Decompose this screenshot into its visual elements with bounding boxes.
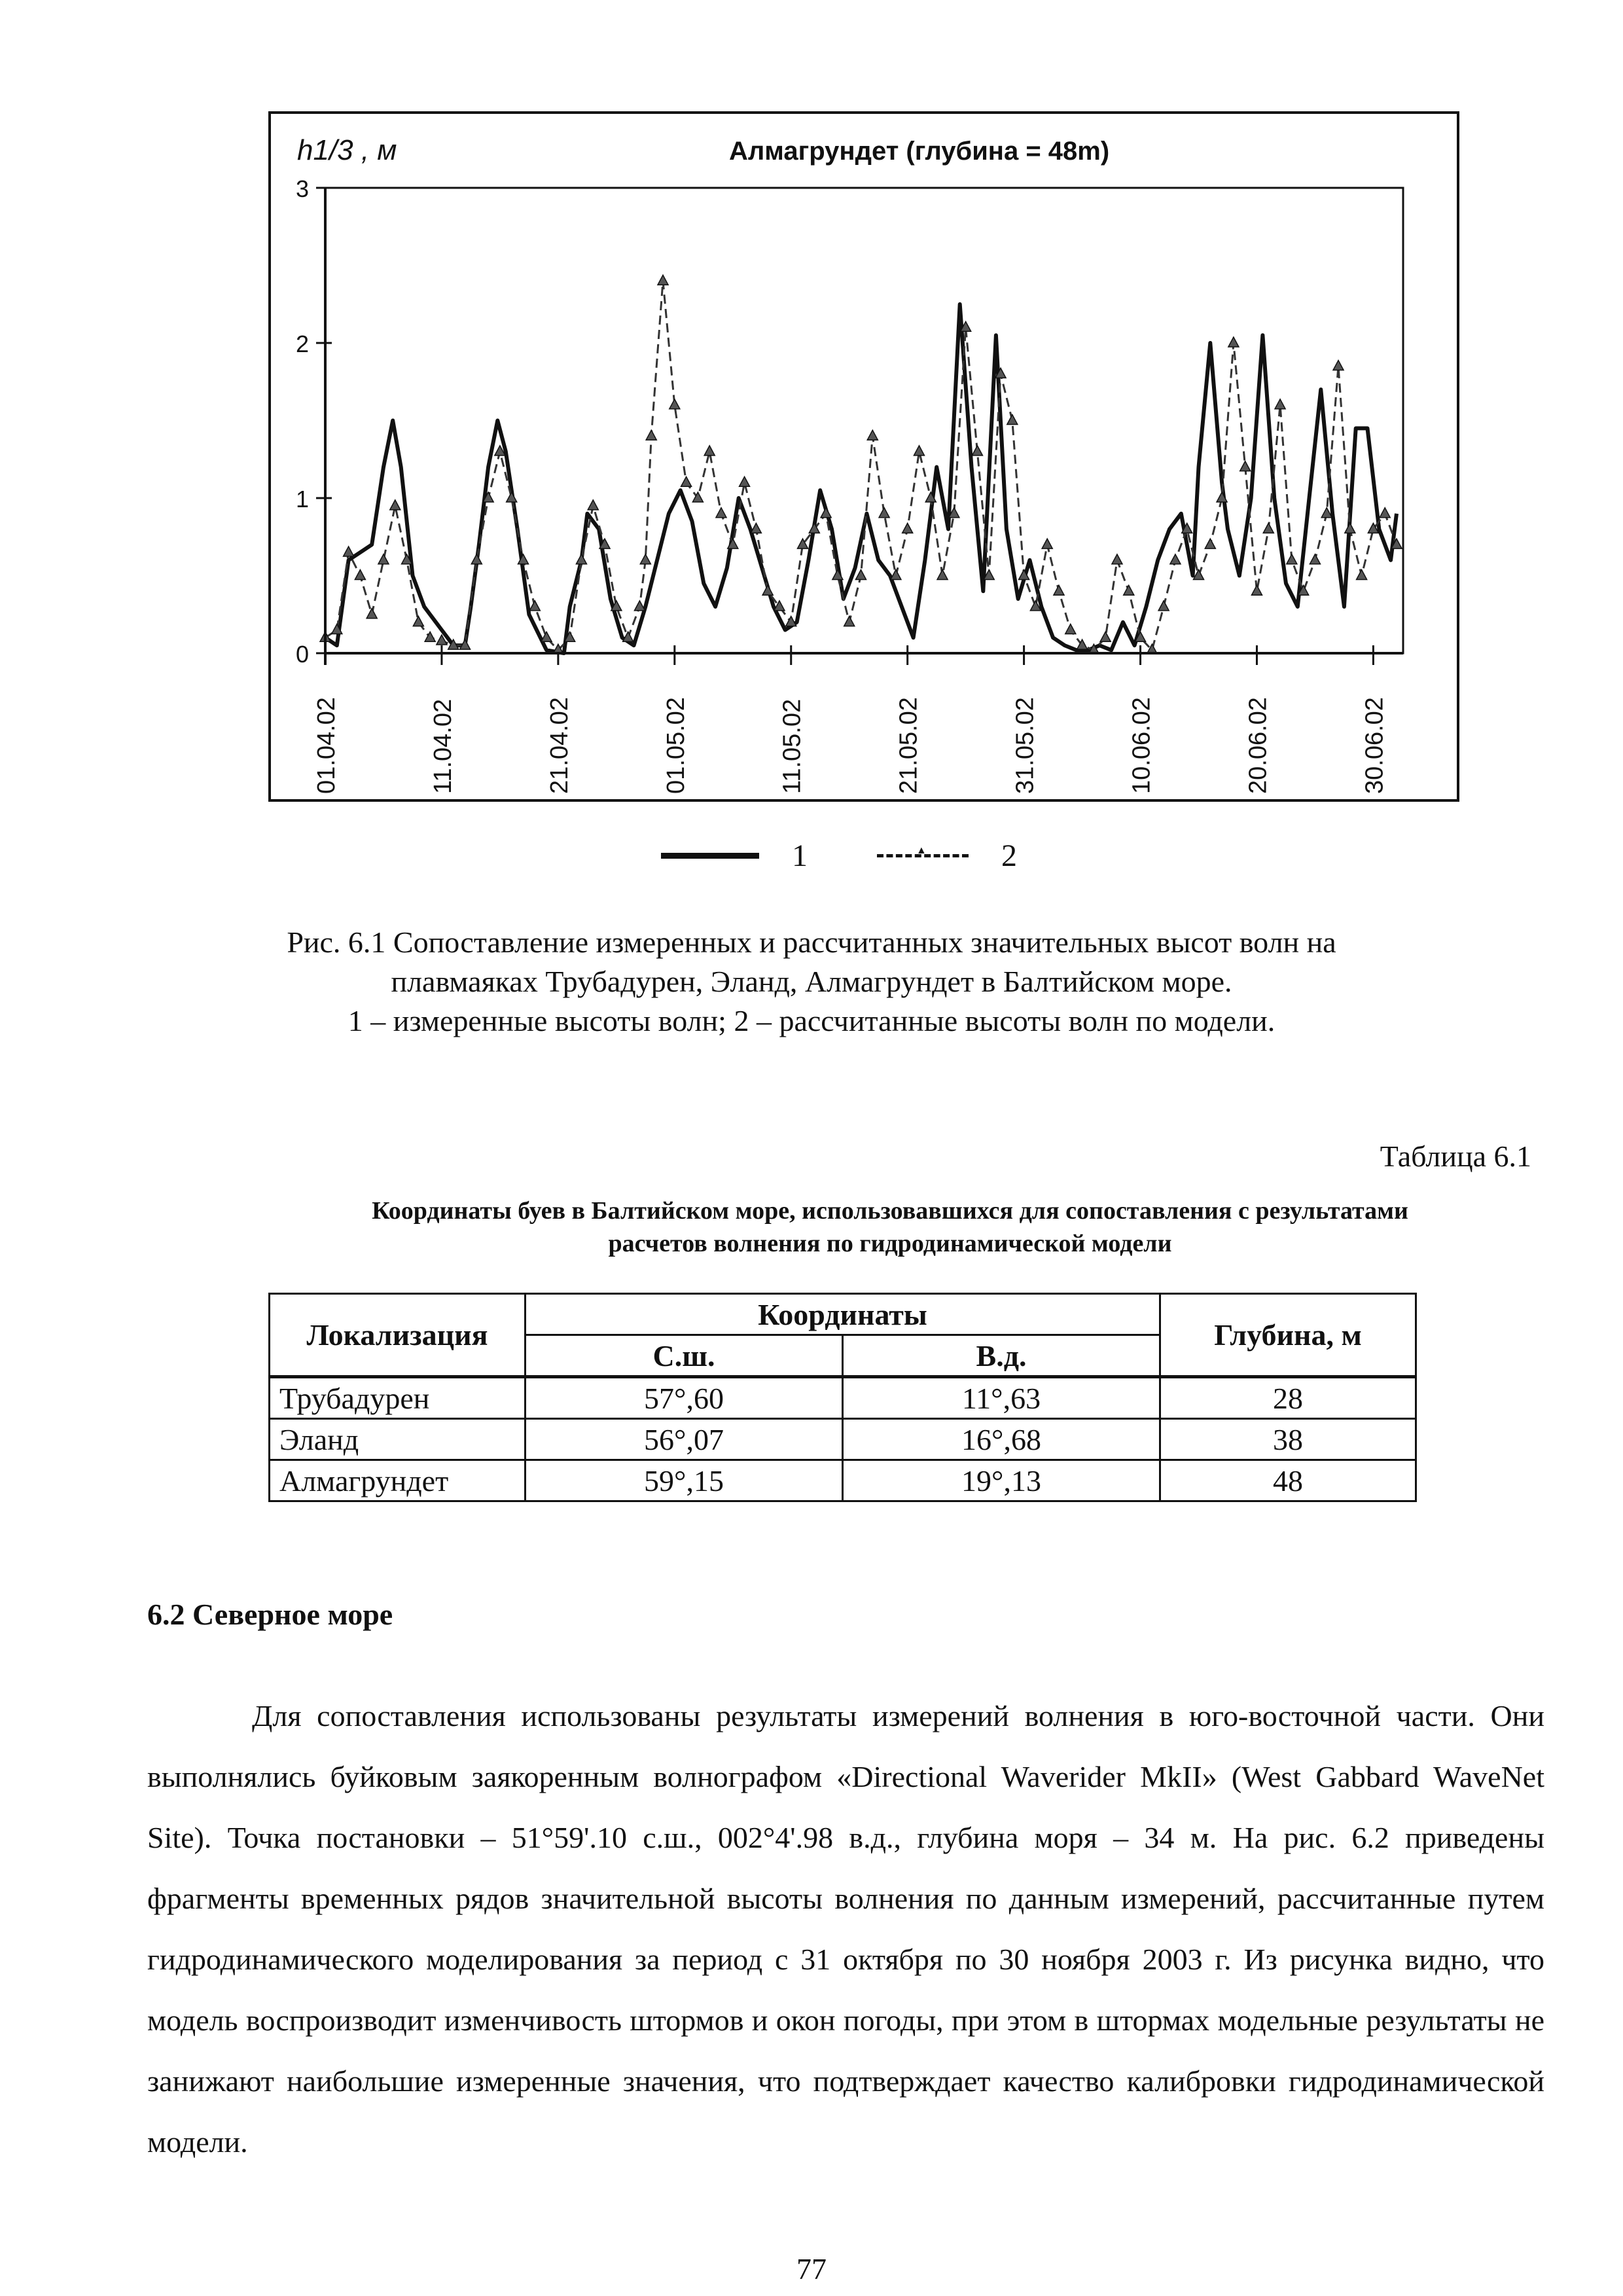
cell-lat: 56°,07 xyxy=(526,1419,843,1460)
cell-lat: 59°,15 xyxy=(526,1460,843,1501)
caption-line: Рис. 6.1 Сопоставление измеренных и рассчитанных значительных высот волн на xyxy=(287,925,1336,959)
cell-depth: 38 xyxy=(1160,1419,1416,1460)
y-axis-label: h1/3 , м xyxy=(297,134,397,166)
series-model-point xyxy=(1333,361,1344,370)
series-model-point xyxy=(937,570,948,580)
series-model-point xyxy=(1263,523,1274,533)
series-model-point xyxy=(762,585,773,595)
x-tick-label: 31.05.02 xyxy=(1011,697,1039,794)
cell-depth: 28 xyxy=(1160,1377,1416,1419)
series-model-point xyxy=(355,570,365,580)
legend-label: 2 xyxy=(1001,838,1017,873)
y-tick-label: 3 xyxy=(296,175,310,202)
series-model-point xyxy=(972,446,982,456)
series-model-point xyxy=(1065,624,1076,634)
series-model-point xyxy=(1345,523,1355,533)
table-title-line: Координаты буев в Балтийском море, использовавшихся для сопоставления с результатами xyxy=(372,1197,1408,1225)
header-location: Локализация xyxy=(270,1294,526,1377)
series-model-point xyxy=(1380,508,1390,518)
chart-legend xyxy=(661,838,1054,877)
series-model-point xyxy=(1275,399,1285,409)
series-model-point xyxy=(856,570,866,580)
series-model-point xyxy=(390,500,401,510)
cell-depth: 48 xyxy=(1160,1460,1416,1501)
series-model-point xyxy=(640,554,651,564)
series-model-point xyxy=(1205,539,1215,548)
series-model-point xyxy=(786,617,796,626)
caption-line: плавмаяках Трубадурен, Эланд, Алмагрундет в Балтийском море. xyxy=(391,965,1232,998)
series-model-point xyxy=(425,632,435,641)
series-model-point xyxy=(681,476,692,486)
legend-dashed-triangle-icon xyxy=(877,854,969,857)
table-number: Таблица 6.1 xyxy=(1380,1139,1531,1173)
cell-location: Алмагрундет xyxy=(270,1460,526,1501)
series-model-point xyxy=(1042,539,1052,548)
series-model-point xyxy=(1170,554,1181,564)
chart-title: Алмагрундет (глубина = 48m) xyxy=(729,137,1110,166)
y-tick-label: 2 xyxy=(296,331,310,357)
y-tick-label: 0 xyxy=(296,641,310,668)
table-row xyxy=(270,1460,1416,1501)
series-model-point xyxy=(844,617,855,626)
series-model-point xyxy=(891,570,901,580)
x-tick-label: 21.05.02 xyxy=(895,697,923,794)
series-model-point xyxy=(1054,585,1064,595)
series-model-point xyxy=(716,508,726,518)
table-title-line: расчетов волнения по гидродинамической модели xyxy=(608,1230,1172,1257)
series-model-point xyxy=(658,275,668,285)
legend-solid-line-icon xyxy=(661,853,759,859)
table-row xyxy=(270,1377,1416,1419)
series-model-line xyxy=(325,281,1397,650)
header-lon: В.д. xyxy=(843,1335,1160,1377)
series-model-point xyxy=(1240,461,1251,471)
x-tick-label: 01.05.02 xyxy=(662,697,690,794)
series-model-point xyxy=(576,554,586,564)
series-model-point xyxy=(646,430,656,440)
table-row xyxy=(270,1419,1416,1460)
series-model-point xyxy=(1357,570,1367,580)
series-model-point xyxy=(588,500,598,510)
series-model-point xyxy=(378,554,389,564)
x-tick-label: 11.05.02 xyxy=(778,698,806,794)
table-title xyxy=(249,1194,1531,1260)
series-model-point xyxy=(669,399,680,409)
series-model-point xyxy=(541,632,552,641)
series-model-point xyxy=(1228,337,1239,347)
series-model-point xyxy=(1251,585,1262,595)
series-model-point xyxy=(1287,554,1297,564)
legend-item-model xyxy=(877,838,1017,874)
header-depth: Глубина, м xyxy=(1160,1294,1416,1377)
cell-location: Эланд xyxy=(270,1419,526,1460)
cell-lon: 19°,13 xyxy=(843,1460,1160,1501)
legend-item-measured xyxy=(661,838,808,874)
series-measured-line xyxy=(325,304,1397,653)
series-model-point xyxy=(867,430,878,440)
series-model-point xyxy=(413,617,423,626)
series-model-point xyxy=(751,523,761,533)
series-model-point xyxy=(507,492,517,502)
buoy-coordinates-table xyxy=(268,1293,1417,1502)
x-tick-label: 20.06.02 xyxy=(1244,697,1272,794)
series-model-point xyxy=(740,476,750,486)
cell-lat: 57°,60 xyxy=(526,1377,843,1419)
caption-line: 1 – измеренные высоты волн; 2 – рассчитанные высоты волн по модели. xyxy=(348,1004,1275,1037)
legend-label: 1 xyxy=(792,838,808,873)
x-tick-label: 11.04.02 xyxy=(429,698,457,794)
cell-lon: 16°,68 xyxy=(843,1419,1160,1460)
series-model-point xyxy=(634,601,645,611)
figure-caption xyxy=(196,923,1427,1041)
series-model-point xyxy=(529,601,540,611)
series-model-point xyxy=(344,547,354,556)
series-model-point xyxy=(914,446,924,456)
series-model-point xyxy=(471,554,482,564)
series-model-point xyxy=(1112,554,1122,564)
x-tick-label: 30.06.02 xyxy=(1361,697,1389,794)
series-model-point xyxy=(1310,554,1320,564)
series-model-point xyxy=(902,523,913,533)
series-model-point xyxy=(366,609,377,619)
section-heading: 6.2 Северное море xyxy=(147,1598,393,1631)
header-lat: С.ш. xyxy=(526,1335,843,1377)
series-model-point xyxy=(1124,585,1134,595)
series-model-point xyxy=(1100,632,1111,641)
y-tick-label: 1 xyxy=(296,486,310,512)
x-tick-label: 01.04.02 xyxy=(313,697,340,794)
page-number: 77 xyxy=(796,2252,827,2286)
series-model-point xyxy=(821,508,831,518)
section-paragraph: Для сопоставления использованы результаты измерений волнения в юго-восточной части. Они выполнялись буйковым заякоренным волнографом «Directional Waverider MkII» (West Gabbard WaveNet Site). Точка постановки – 51°59'.10 с.ш., 002°4'.98 в.д., глубина моря – 34 м. На рис. 6.2 приведены фрагменты временных рядов значительной высоты волнения по данным измерений, рассчитанные путем гидродинамического моделирования за период с 31 октября по 30 ноября 2003 г. Из рисунка видно, что модель воспроизводит изменчивость штормов и окон погоды, при этом в штормах модельные результаты не занижают наибольшие измеренные значения, что подтверждает качество калибровки гидродинамической модели. xyxy=(147,1699,1544,2159)
series-model-point xyxy=(879,508,889,518)
x-tick-label: 21.04.02 xyxy=(545,697,573,794)
cell-lon: 11°,63 xyxy=(843,1377,1160,1419)
series-model-point xyxy=(623,632,633,641)
series-model-point xyxy=(1007,415,1018,425)
figure-6-1-frame xyxy=(268,111,1459,802)
x-tick-label: 10.06.02 xyxy=(1128,697,1156,794)
cell-location: Трубадурен xyxy=(270,1377,526,1419)
header-coordinates: Координаты xyxy=(526,1294,1160,1335)
series-model-point xyxy=(704,446,715,456)
plot-area xyxy=(325,188,1403,653)
series-model-point xyxy=(1158,601,1169,611)
wave-height-chart xyxy=(271,114,1457,799)
